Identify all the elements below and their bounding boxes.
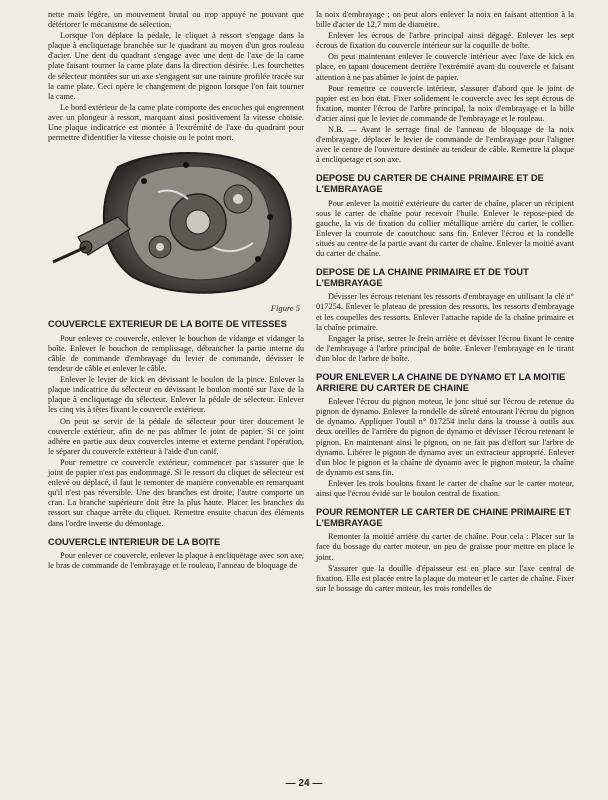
page-number: — 24 — [285,778,323,789]
right-column [316,10,574,595]
paragraph: S'assurer que la douille d'épaisseur est en place sur l'axe central de fixation. Elle est placée entre la plaque du moteur et le carter de chaîne. Fixer sur le bossage du carter moteur, les trois rondelles de [316,563,574,593]
paragraph: Engager la prise, serrer le frein arrière et dévisser l'écrou fixant le centre de l'embrayage à l'arbre principal de boîte. Enlever l'embrayage en le tirant d'un bloc de l'arbre de boîte. [316,333,574,363]
section-heading: DEPOSE DU CARTER DE CHAINE PRIMAIRE ET DE L'EMBRAYAGE [316,173,544,194]
paragraph: Enlever les trois boulons fixant le carter de chaîne sur le carter moteur, ainsi que l'écrou évidé sur le boulon central de fixation. [316,478,574,499]
paragraph: On peut se servir de la pédale de sélecteur pour tirer doucement le couvercle extérieur, afin de ne pas abîmer le joint de papier. Si ce joint adhère en partie aux deux couvercles interne et externe pendant l'opération, le séparer du couvercle extérieur à l'aide d'un canif. [48,416,304,456]
section-heading: POUR ENLEVER LA CHAINE DE DYNAMO ET LA MOITIE ARRIERE DU CARTER DE CHAINE [316,372,566,393]
paragraph: Enlever l'écrou du pignon moteur, le jonc situé sur l'écrou de retenue du pignon de dynamo. Enlever la rondelle de sûreté entourant l'écrou du pignon de dynamo. Appliquer l'outil n° 017254 inclu dans la trousse à outils aux deux oreilles de l'arrière du pignon de dynamo et dévisser l'écrou retenant le pignon. En maintenant ainsi le pignon, on ne fait pas d'effort sur l'arbre de dynamo. Libérer le pignon de dynamo avec un extracteur approprié. Enlever d'un bloc le pignon et la chaîne de dynamo avec le pignon moteur, la chaîne de dynamo est sans fin. [316,397,574,477]
paragraph: nette mais légère, un mouvement brutal ou trop appuyé ne pouvant que détériorer le mécanisme de sélection. [48,10,304,30]
paragraph: Enlever le levier de kick en dévissant le boulon de la pince. Enlever la plaque indicatrice du sélecteur en dévissant le boulon monté sur l'axe de la plaque à encliquetage du sélecteur. Enlever la pédale de sélecteur. Enlever les cinq vis à têtes fixant le couvercle extérieur. [48,375,304,415]
paragraph: la noix d'embrayage ; on peut alors enlever la noix en faisant attention à la bille d'acier de 12,7 mm de diamètre. [316,10,574,30]
paragraph: On peut maintenant enlever le couvercle intérieur avec l'axe de kick en place, en tapant doucement derrière l'extrémité avant du couvercle et faisant attention à ne pas abîmer le joint de papier. [316,52,574,82]
paragraph: Dévisser les écrous retenant les ressorts d'embrayage en utilisant la clé n° 017254. Enlever le plateau de pression des ressorts, les ressorts d'embrayage et les coupelles des ressorts. Enlever l'attache rapide de la chaîne primaire et la chaîne primaire. [316,292,574,332]
section-heading: DEPOSE DE LA CHAINE PRIMAIRE ET DE TOUT L'EMBRAYAGE [316,267,529,288]
section-heading: COUVERCLE INTERIEUR DE LA BOITE [48,536,221,547]
paragraph: Pour remettre ce couvercle intérieur, s'assurer d'abord que le joint de papier est en bon état. Fixer solidement le couvercle avec les sept écrous de fixation, monter l'écrou de l'arbre principal, la noix d'embrayage et la bille d'acier ainsi que le levier de commande de l'embrayage et le rouleau. [316,83,574,123]
paragraph: Pour enlever ce couvercle, enlever le bouchon de vidange et vidanger la boîte. Enlever le bouchon de remplissage, débrancher la partie interne du câble de commande d'embrayage du levier de commande, dévisser le tendeur de câble et enlever le câble. [48,333,304,374]
figure-caption: Figure 5 [270,303,300,314]
paragraph: Pour enlever ce couvercle, enlever la plaque à encliquetage avec son axe, le bras de commande de l'embrayage et le rouleau, l'anneau de bloquage de [48,551,304,571]
paragraph: Lorsque l'on déplace la pédale, le cliquet à ressort s'engage dans la plaque à encliquetage branchée sur le quadrant au moyen d'un gros rouleau d'acier. Une dent du quadrant s'engage avec une dent de l'axe de la came plate faisant tourner la came plate dans la direction désirée. Les fourchettes de sélecteur montées sur un axe s'engagent sur une rainure profilée tracée sur la came plate. Ceci opère le changement de pignon lorsque l'on fait tourner la came. [48,31,304,101]
gearbox-illustration [48,147,304,297]
gearbox-figure [48,147,304,315]
paragraph: Remonter la moitié arrière du carter de chaîne. Pour cela : Placer sur la face du bossage du carter moteur, un peu de graisse pour mettre en place le joint. [316,532,574,562]
paragraph: N.B. — Avant le serrage final de l'anneau de bloquage de la noix d'embrayage, déplacer le levier de commande de l'embrayage pour l'aligner avec le centre de l'ouverture destinée au tendeur de câble. Remettre la plaque à encliquetage et son axe. [316,125,574,165]
paragraph: Le bord extérieur de la came plate comporte des encoches qui engrennent avec un plongeur à ressort, marquant ainsi positivement la vitesse choisie. Une plaque indicatrice est montée à l'extrémité de l'axe du quadrant pour permettre d'identifier la vitesse choisie ou le point mort. [48,102,304,143]
paragraph: Pour enlever la moitié extérieure du carter de chaîne, placer un récipient sous le carter de chaîne pour recevoir l'huile. Enlever le repose-pied de gauche, la vis de fixation du collier métallique arrière du carter, le collier. Enlever la courroie de caoutchouc sans fin. Enlever l'écrou et la rondelle situés au centre de la partie avant du carter de chaîne. Enlever la moitié avant du carter de chaîne. [316,198,574,259]
paragraph: Pour remettre ce couvercle extérieur, commencer par s'assurer que le joint de papier n'est pas endommagé. Si le ressort du cliquet de sélecteur est enlevé ou déplacé, il faut le remonter de manière convenable en remarquant qu'il n'est pas réversible. Une des branches est droite, l'autre comporte un cran. La branche supérieure doit être la plus haute. Placer les branches du ressort sur chaque arrête du cliquet. Remettre ensuite chacun des éléments dans l'ordre inverse du démontage. [48,457,304,528]
left-column [48,10,304,572]
section-heading: COUVERCLE EXTERIEUR DE LA BOITE DE VITESSES [48,319,287,330]
section-heading: POUR REMONTER LE CARTER DE CHAINE PRIMAIRE ET L'EMBRAYAGE [316,507,571,528]
paragraph: Enlever les écrous de l'arbre principal ainsi dégagé. Enlever les sept écrous de fixation du couvercle intérieur sur la coquille de boîte. [316,31,574,51]
